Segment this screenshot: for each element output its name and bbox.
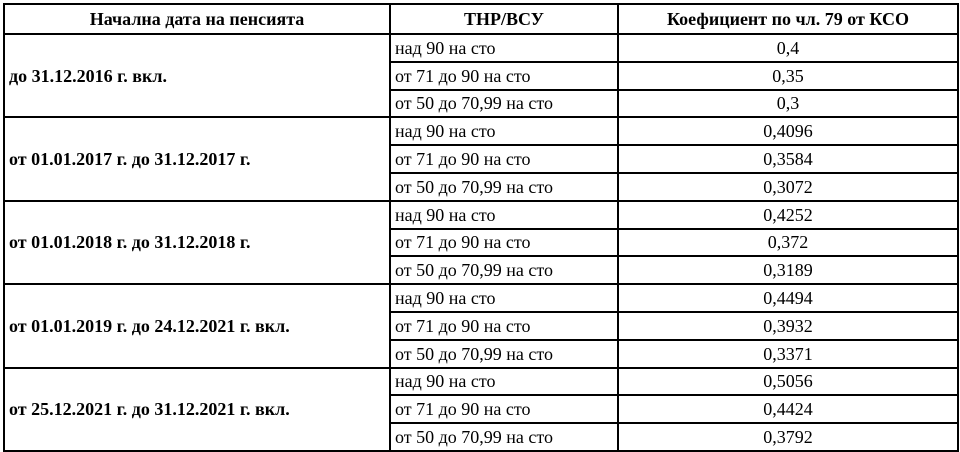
category-cell: над 90 на сто xyxy=(390,284,618,312)
coefficient-cell: 0,372 xyxy=(618,229,958,257)
category-cell: над 90 на сто xyxy=(390,117,618,145)
period-cell: от 01.01.2019 г. до 24.12.2021 г. вкл. xyxy=(4,284,390,367)
period-cell: от 01.01.2017 г. до 31.12.2017 г. xyxy=(4,117,390,200)
category-cell: от 71 до 90 на сто xyxy=(390,62,618,90)
category-cell: от 50 до 70,99 на сто xyxy=(390,256,618,284)
header-start-date: Начална дата на пенсията xyxy=(4,4,390,34)
table-row xyxy=(4,284,958,312)
header-row xyxy=(4,4,958,34)
category-cell: от 50 до 70,99 на сто xyxy=(390,340,618,368)
coefficient-cell: 0,3932 xyxy=(618,312,958,340)
coefficient-cell: 0,4 xyxy=(618,34,958,62)
period-cell: до 31.12.2016 г. вкл. xyxy=(4,34,390,117)
coefficient-cell: 0,3792 xyxy=(618,423,958,451)
category-cell: над 90 на сто xyxy=(390,201,618,229)
table-row xyxy=(4,34,958,62)
category-cell: над 90 на сто xyxy=(390,368,618,396)
table-row xyxy=(4,201,958,229)
category-cell: от 71 до 90 на сто xyxy=(390,395,618,423)
coefficient-cell: 0,35 xyxy=(618,62,958,90)
period-cell: от 25.12.2021 г. до 31.12.2021 г. вкл. xyxy=(4,368,390,451)
category-cell: от 71 до 90 на сто xyxy=(390,229,618,257)
coefficient-cell: 0,3 xyxy=(618,90,958,118)
coefficient-table xyxy=(3,3,959,452)
coefficient-cell: 0,5056 xyxy=(618,368,958,396)
table-body xyxy=(4,34,958,451)
coefficient-cell: 0,3189 xyxy=(618,256,958,284)
category-cell: от 71 до 90 на сто xyxy=(390,145,618,173)
category-cell: от 50 до 70,99 на сто xyxy=(390,90,618,118)
period-cell: от 01.01.2018 г. до 31.12.2018 г. xyxy=(4,201,390,284)
coefficient-cell: 0,3584 xyxy=(618,145,958,173)
category-cell: от 50 до 70,99 на сто xyxy=(390,173,618,201)
coefficient-cell: 0,3371 xyxy=(618,340,958,368)
table-row xyxy=(4,117,958,145)
category-cell: от 71 до 90 на сто xyxy=(390,312,618,340)
coefficient-cell: 0,3072 xyxy=(618,173,958,201)
coefficient-cell: 0,4096 xyxy=(618,117,958,145)
header-disability: ТНР/ВСУ xyxy=(390,4,618,34)
header-coefficient: Коефициент по чл. 79 от КСО xyxy=(618,4,958,34)
coefficient-cell: 0,4252 xyxy=(618,201,958,229)
coefficient-cell: 0,4424 xyxy=(618,395,958,423)
category-cell: над 90 на сто xyxy=(390,34,618,62)
table-row xyxy=(4,368,958,396)
category-cell: от 50 до 70,99 на сто xyxy=(390,423,618,451)
coefficient-cell: 0,4494 xyxy=(618,284,958,312)
